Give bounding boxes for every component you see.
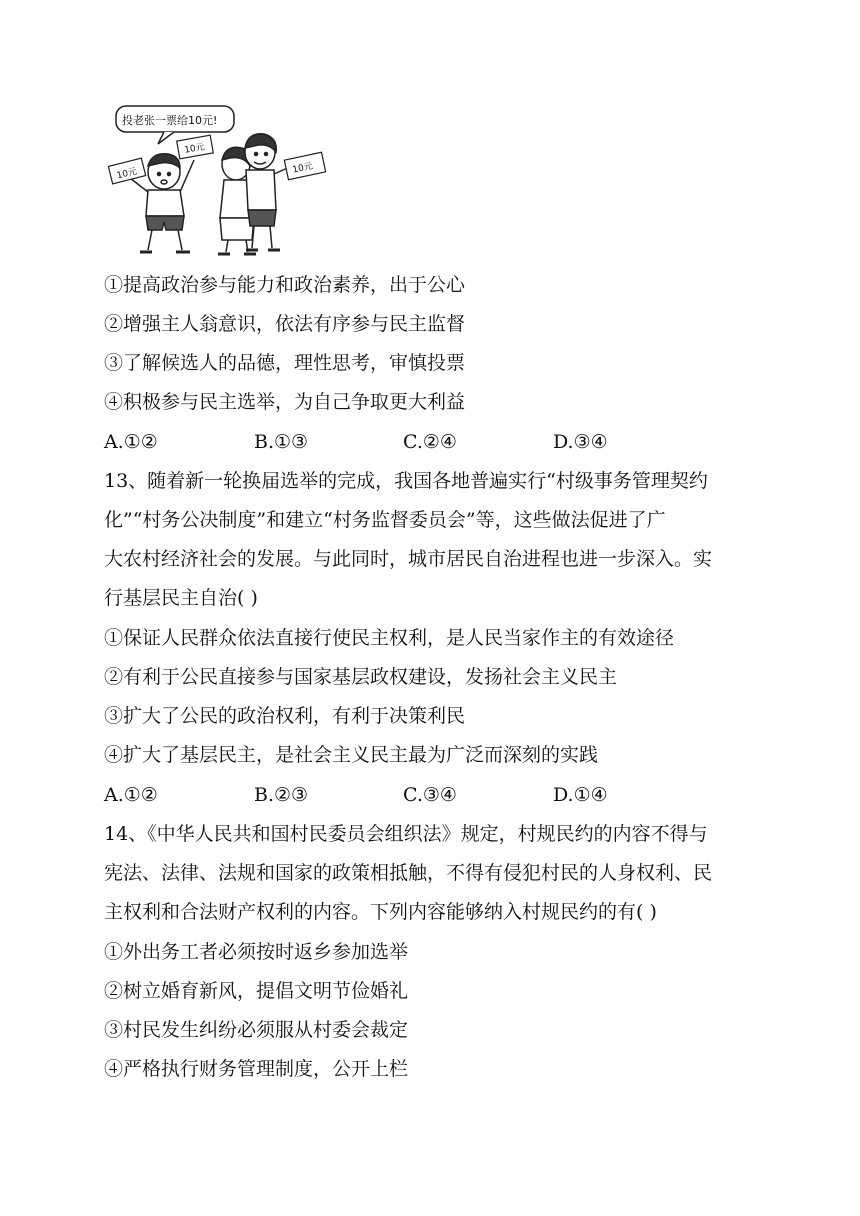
q14-option-3: ③村民发生纠纷必须服从村委会裁定 xyxy=(104,1019,409,1041)
q13-stem-line-1: 13、随着新一轮换届选举的完成，我国各地普遍实行“村级事务管理契约 xyxy=(104,470,708,492)
q13-choice-c: C.③④ xyxy=(403,784,457,806)
q14-option-2: ②树立婚育新风，提倡文明节俭婚礼 xyxy=(104,980,409,1002)
svg-text:10元: 10元 xyxy=(291,161,314,176)
q12-choice-a: A.①② xyxy=(104,431,158,453)
q14-stem-line-3: 主权利和合法财产权利的内容。下列内容能够纳入村规民约的有( ) xyxy=(104,901,657,923)
q14-option-1: ①外出务工者必须按时返乡参加选举 xyxy=(104,941,409,963)
q14-stem-line-1: 14、《中华人民共和国村民委员会组织法》规定，村规民约的内容不得与 xyxy=(104,823,708,845)
q13-choice-a: A.①② xyxy=(104,784,158,806)
q13-stem-line-4: 行基层民主自治( ) xyxy=(104,587,258,609)
q14-option-4: ④严格执行财务管理制度，公开上栏 xyxy=(104,1058,409,1080)
election-bribery-cartoon xyxy=(108,100,338,260)
q13-stem-line-2: 化”“村务公决制度”和建立“村务监督委员会”等，这些做法促进了广 xyxy=(104,509,666,531)
q13-option-2: ②有利于公民直接参与国家基层政权建设，发扬社会主义民主 xyxy=(104,666,618,688)
q13-option-3: ③扩大了公民的政治权利，有利于决策利民 xyxy=(104,705,466,727)
q12-choice-c: C.②④ xyxy=(403,431,457,453)
q12-choices xyxy=(104,429,764,455)
q13-option-4: ④扩大了基层民主，是社会主义民主最为广泛而深刻的实践 xyxy=(104,744,599,766)
q12-choice-b: B.①③ xyxy=(254,431,309,453)
q12-choice-d: D.③④ xyxy=(553,431,608,453)
q14-stem-line-2: 宪法、法律、法规和国家的政策相抵触，不得有侵犯村民的人身权利、民 xyxy=(104,862,713,884)
q12-option-2: ②增强主人翁意识，依法有序参与民主监督 xyxy=(104,313,466,335)
q13-choice-b: B.②③ xyxy=(254,784,309,806)
q12-option-4: ④积极参与民主选举，为自己争取更大利益 xyxy=(104,391,466,413)
q12-option-3: ③了解候选人的品德，理性思考，审慎投票 xyxy=(104,352,466,374)
money-sign-right xyxy=(284,152,325,179)
q13-stem-line-3: 大农村经济社会的发展。与此同时，城市居民自治进程也进一步深入。实 xyxy=(104,548,713,570)
svg-text:10元: 10元 xyxy=(115,166,139,182)
speech-bubble-text: 投老张一票给10元! xyxy=(122,114,218,127)
q13-choices xyxy=(104,782,764,808)
svg-text:10元: 10元 xyxy=(183,142,206,156)
q13-choice-d: D.①④ xyxy=(553,784,608,806)
q12-option-1: ①提高政治参与能力和政治素养，出于公心 xyxy=(104,274,466,296)
q13-option-1: ①保证人民群众依法直接行使民主权利，是人民当家作主的有效途径 xyxy=(104,627,675,649)
